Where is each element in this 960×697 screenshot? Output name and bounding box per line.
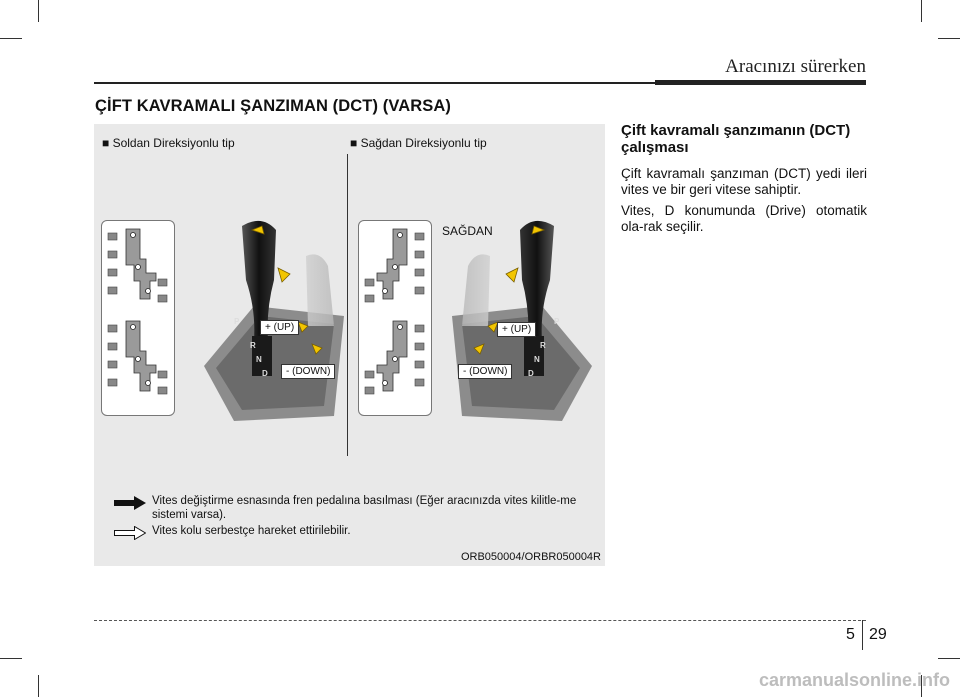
gate-letter-n: N (256, 355, 262, 364)
sagdan-label: SAĞDAN (442, 224, 493, 238)
figure-divider (347, 154, 348, 456)
shift-pattern-icon (359, 221, 431, 415)
figure-code: ORB050004/ORBR050004R (460, 551, 601, 563)
gate-letter-p: P (234, 317, 240, 326)
sub-heading: Çift kavramalı şanzımanın (DCT) çalışması (621, 122, 851, 156)
shift-pattern-icon (102, 221, 174, 415)
crop-mark (0, 658, 22, 659)
up-label-left: + (UP) (260, 320, 299, 335)
page-number: 29 (869, 626, 887, 643)
legend-row-outline (114, 524, 594, 538)
up-label-right: + (UP) (497, 322, 536, 337)
crop-mark (0, 38, 22, 39)
legend-outline-text: Vites kolu serbestçe hareket ettirilebilir. (152, 525, 351, 537)
shift-pattern-panel-left (101, 220, 175, 416)
legend-row-filled (114, 494, 594, 522)
dct-figure (94, 124, 605, 566)
crop-mark (38, 675, 39, 697)
crop-mark (938, 38, 960, 39)
footer-rule (94, 620, 866, 621)
filled-arrow-icon (114, 496, 146, 510)
chapter-number: 5 (846, 626, 855, 643)
page-number-separator (862, 620, 863, 650)
shift-arrow-icon (278, 268, 290, 282)
body-column (621, 122, 867, 240)
gate-letter-p: P (554, 317, 560, 326)
crop-mark (938, 658, 960, 659)
crop-mark (38, 0, 39, 22)
chapter-title: Aracınızı sürerken (725, 56, 866, 77)
crop-mark (921, 0, 922, 22)
watermark-link[interactable]: carmanualsonline.info (758, 670, 950, 690)
legend-filled-text: Vites değiştirme esnasında fren pedalına basılması (Eğer aracınızda vites kilitle-me sistemi varsa). (152, 495, 577, 521)
shift-pattern-panel-right (358, 220, 432, 416)
shift-arrow-icon (506, 268, 518, 282)
gate-letter-r: R (540, 341, 546, 350)
header-rule-accent (655, 80, 866, 85)
outline-arrow-icon (114, 526, 146, 540)
gate-letter-r: R (250, 341, 256, 350)
gate-letter-d: D (262, 369, 268, 378)
down-label-left: - (DOWN) (281, 364, 335, 379)
gear-shifter-right-illustration (450, 216, 602, 426)
down-label-right: - (DOWN) (458, 364, 512, 379)
paragraph: Vites, D konumunda (Drive) otomatik ola-rak seçilir. (621, 203, 867, 234)
gate-letter-d: D (528, 369, 534, 378)
section-heading: ÇİFT KAVRAMALI ŞANZIMAN (DCT) (VARSA) (95, 97, 451, 115)
right-caption: ■ Sağdan Direksiyonlu tip (350, 136, 487, 150)
figure-legend (114, 494, 594, 538)
left-caption: ■ Soldan Direksiyonlu tip (102, 136, 235, 150)
paragraph: Çift kavramalı şanzıman (DCT) yedi ileri vites ve bir geri vitese sahiptir. (621, 166, 867, 197)
gate-letter-n: N (534, 355, 540, 364)
